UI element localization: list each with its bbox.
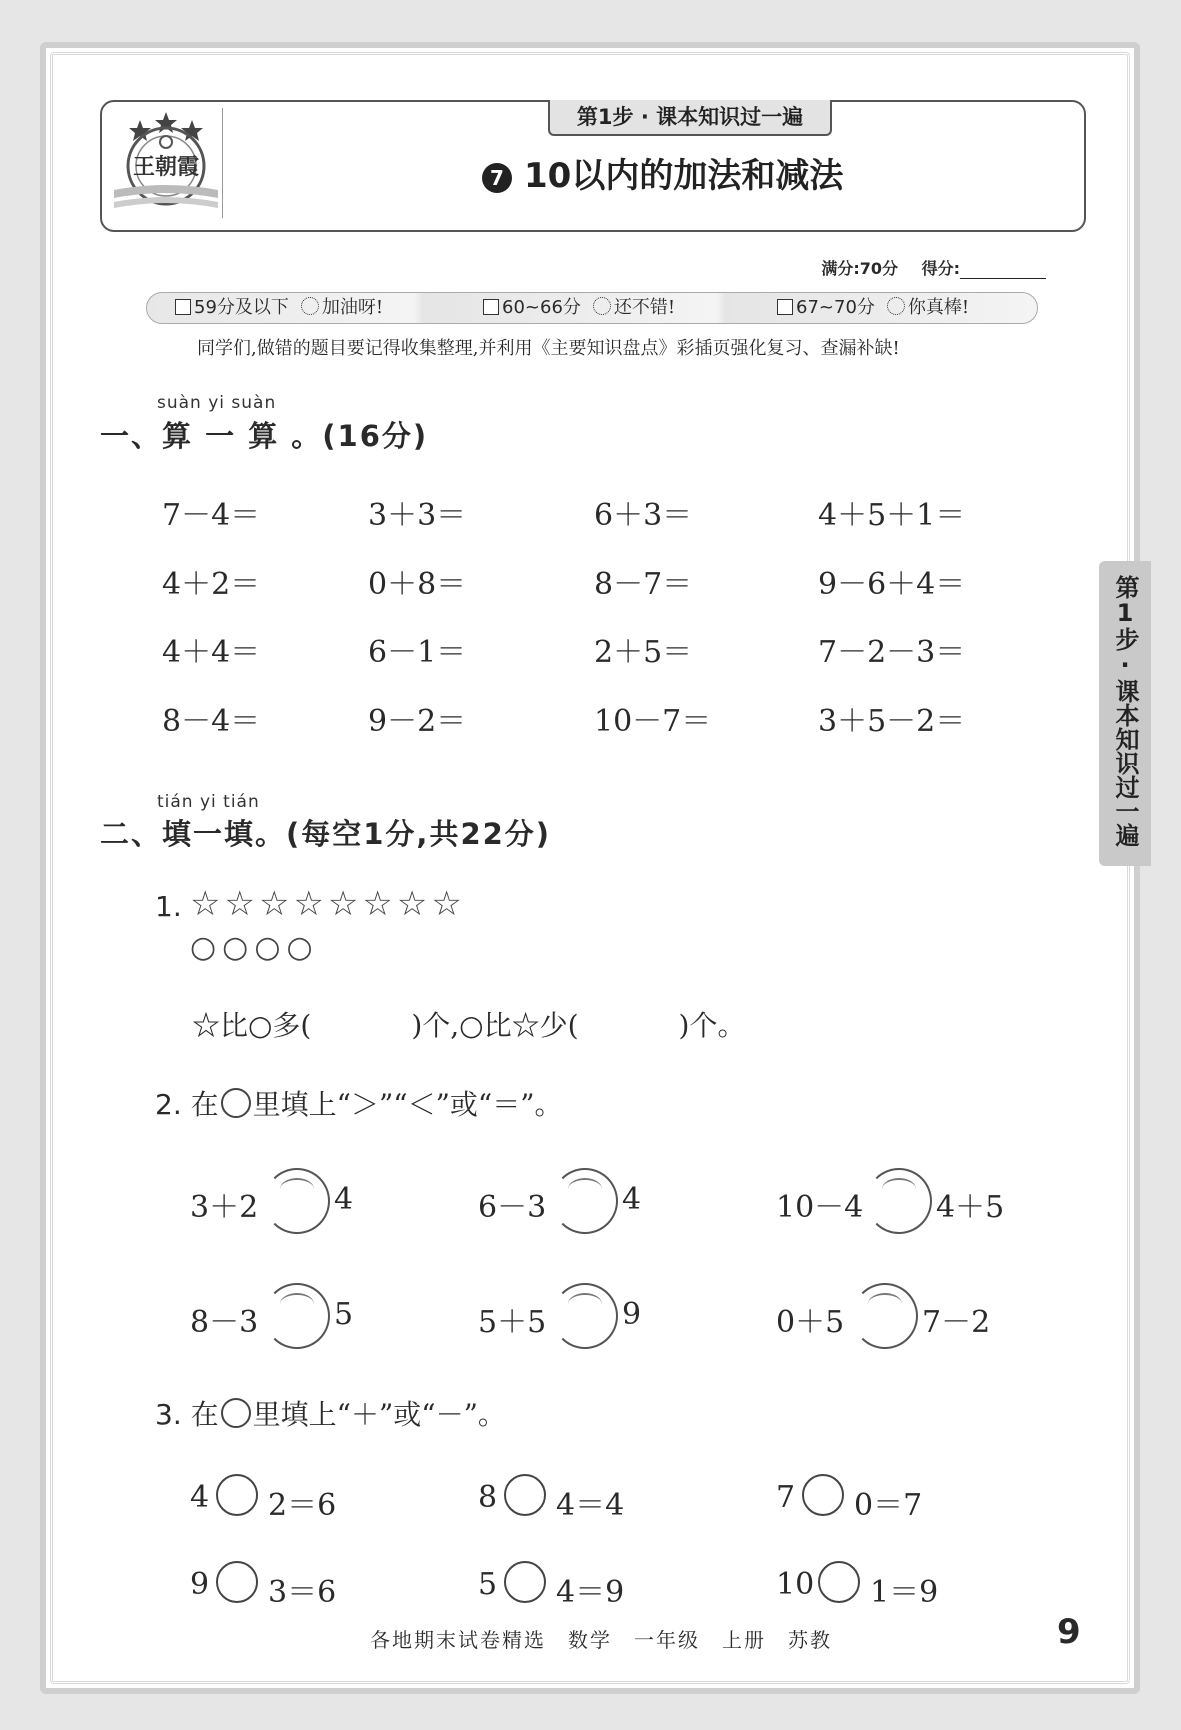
checkbox[interactable]	[777, 299, 793, 315]
compare-answer-circle[interactable]	[852, 1283, 918, 1349]
grade-item-high	[777, 297, 969, 319]
section1-pinyin: suàn yi suàn	[157, 393, 277, 413]
compare-answer-circle[interactable]	[264, 1168, 330, 1234]
calc-problem: 6－1＝	[368, 635, 467, 670]
lesson-title	[482, 148, 1002, 196]
compare-right: 4	[334, 1182, 354, 1217]
compare-left: 5＋5	[478, 1305, 547, 1340]
operator-left: 9	[190, 1567, 210, 1602]
section1-title: 一、算 一 算 。(16分)	[100, 419, 429, 453]
calc-problem: 3＋5－2＝	[818, 704, 966, 739]
q1-text-a: ☆比○多(	[192, 1009, 312, 1042]
operator-left: 4	[190, 1480, 210, 1515]
calc-problem: 7－2－3＝	[818, 635, 966, 670]
compare-answer-circle[interactable]	[264, 1283, 330, 1349]
side-step-tab: 第1步·课本知识过一遍	[1099, 561, 1151, 866]
compare-answer-circle[interactable]	[552, 1283, 618, 1349]
calc-problem: 8－4＝	[162, 704, 261, 739]
grade-comment: 加油呀!	[321, 297, 384, 318]
operator-right: 4＝4	[556, 1488, 625, 1523]
operator-answer-circle[interactable]	[504, 1474, 546, 1516]
checkbox[interactable]	[175, 299, 191, 315]
worksheet-page	[40, 42, 1140, 1694]
grade-comment: 还不错!	[613, 297, 676, 318]
q1-number: 1.	[155, 890, 182, 923]
score-line	[821, 256, 1046, 279]
operator-answer-circle[interactable]	[818, 1561, 860, 1603]
compare-right: 4＋5	[936, 1190, 1005, 1225]
compare-left: 8－3	[190, 1305, 259, 1340]
circle-row: ○○○○	[190, 930, 319, 965]
footer-text: 各地期末试卷精选 数学 一年级 上册 苏教	[370, 1628, 832, 1652]
compare-left: 10－4	[776, 1190, 864, 1225]
calc-problem: 7－4＝	[162, 498, 261, 533]
q1-text-b: )个,○比☆少(	[411, 1009, 579, 1042]
page-number: 9	[1057, 1612, 1081, 1652]
calc-problem: 9－6＋4＝	[818, 567, 966, 602]
operator-right: 3＝6	[268, 1575, 337, 1610]
circle-icon	[221, 1398, 251, 1428]
lesson-title-text: 10以内的加法和减法	[524, 156, 844, 196]
score-blank[interactable]	[960, 262, 1046, 279]
section2-pinyin: tián yi tián	[157, 792, 260, 812]
q2-title	[155, 1083, 563, 1123]
operator-right: 2＝6	[268, 1488, 337, 1523]
grade-item-low	[175, 297, 383, 319]
operator-left: 7	[776, 1480, 796, 1515]
calc-problem: 8－7＝	[594, 567, 693, 602]
calc-problem: 9－2＝	[368, 704, 467, 739]
operator-right: 0＝7	[854, 1488, 923, 1523]
compare-answer-circle[interactable]	[552, 1168, 618, 1234]
calc-problem: 4＋5＋1＝	[818, 498, 966, 533]
operator-answer-circle[interactable]	[216, 1474, 258, 1516]
compare-right: 4	[622, 1182, 642, 1217]
grade-range: 60~66分	[502, 297, 581, 318]
calc-problem: 4＋4＝	[162, 635, 261, 670]
compare-left: 6－3	[478, 1190, 547, 1225]
operator-left: 10	[776, 1567, 815, 1602]
grade-comment: 你真棒!	[907, 297, 970, 318]
star-row: ☆☆☆☆☆☆☆☆	[190, 884, 466, 924]
operator-right: 4＝9	[556, 1575, 625, 1610]
grade-range: 67~70分	[796, 297, 875, 318]
smiley-icon	[593, 297, 611, 315]
compare-right: 5	[334, 1297, 354, 1332]
smiley-icon	[887, 297, 905, 315]
q3-title-b: 里填上“＋”或“－”。	[252, 1398, 506, 1431]
grade-item-mid	[483, 297, 675, 319]
calc-problem: 10－7＝	[594, 704, 712, 739]
logo-emblem	[110, 108, 222, 218]
q2-title-a: 2. 在	[155, 1088, 219, 1121]
compare-right: 7－2	[922, 1305, 991, 1340]
section2-title: 二、填一填。(每空1分,共22分)	[100, 817, 552, 851]
compare-left: 3＋2	[190, 1190, 259, 1225]
compare-left: 0＋5	[776, 1305, 845, 1340]
compare-answer-circle[interactable]	[866, 1168, 932, 1234]
operator-answer-circle[interactable]	[504, 1561, 546, 1603]
calc-problem: 2＋5＝	[594, 635, 693, 670]
lesson-header	[100, 100, 1086, 232]
logo-text: 王朝霞	[132, 154, 200, 180]
instruction-text: 同学们,做错的题目要记得收集整理,并利用《主要知识盘点》彩插页强化复习、查漏补缺!	[197, 338, 900, 359]
q1-text-c: )个。	[678, 1009, 746, 1042]
operator-left: 5	[478, 1567, 498, 1602]
smiley-icon	[301, 297, 319, 315]
lesson-number: 7	[482, 163, 512, 193]
operator-right: 1＝9	[870, 1575, 939, 1610]
score-label: 得分:	[921, 259, 960, 278]
q1-sentence	[192, 1004, 745, 1044]
operator-answer-circle[interactable]	[802, 1474, 844, 1516]
calc-problem: 4＋2＝	[162, 567, 261, 602]
operator-left: 8	[478, 1480, 498, 1515]
calc-problem: 0＋8＝	[368, 567, 467, 602]
q3-title	[155, 1393, 506, 1433]
calc-problem: 3＋3＝	[368, 498, 467, 533]
step-banner: 第1步 · 课本知识过一遍	[548, 100, 832, 136]
q3-title-a: 3. 在	[155, 1398, 219, 1431]
calc-problem: 6＋3＝	[594, 498, 693, 533]
logo	[110, 108, 223, 218]
full-score: 满分:70分	[821, 259, 899, 278]
compare-right: 9	[622, 1297, 642, 1332]
checkbox[interactable]	[483, 299, 499, 315]
grade-range: 59分及以下	[194, 297, 289, 318]
q2-title-b: 里填上“＞”“＜”或“＝”。	[252, 1088, 563, 1121]
operator-answer-circle[interactable]	[216, 1561, 258, 1603]
circle-icon	[221, 1088, 251, 1118]
grade-scale	[146, 292, 1038, 324]
